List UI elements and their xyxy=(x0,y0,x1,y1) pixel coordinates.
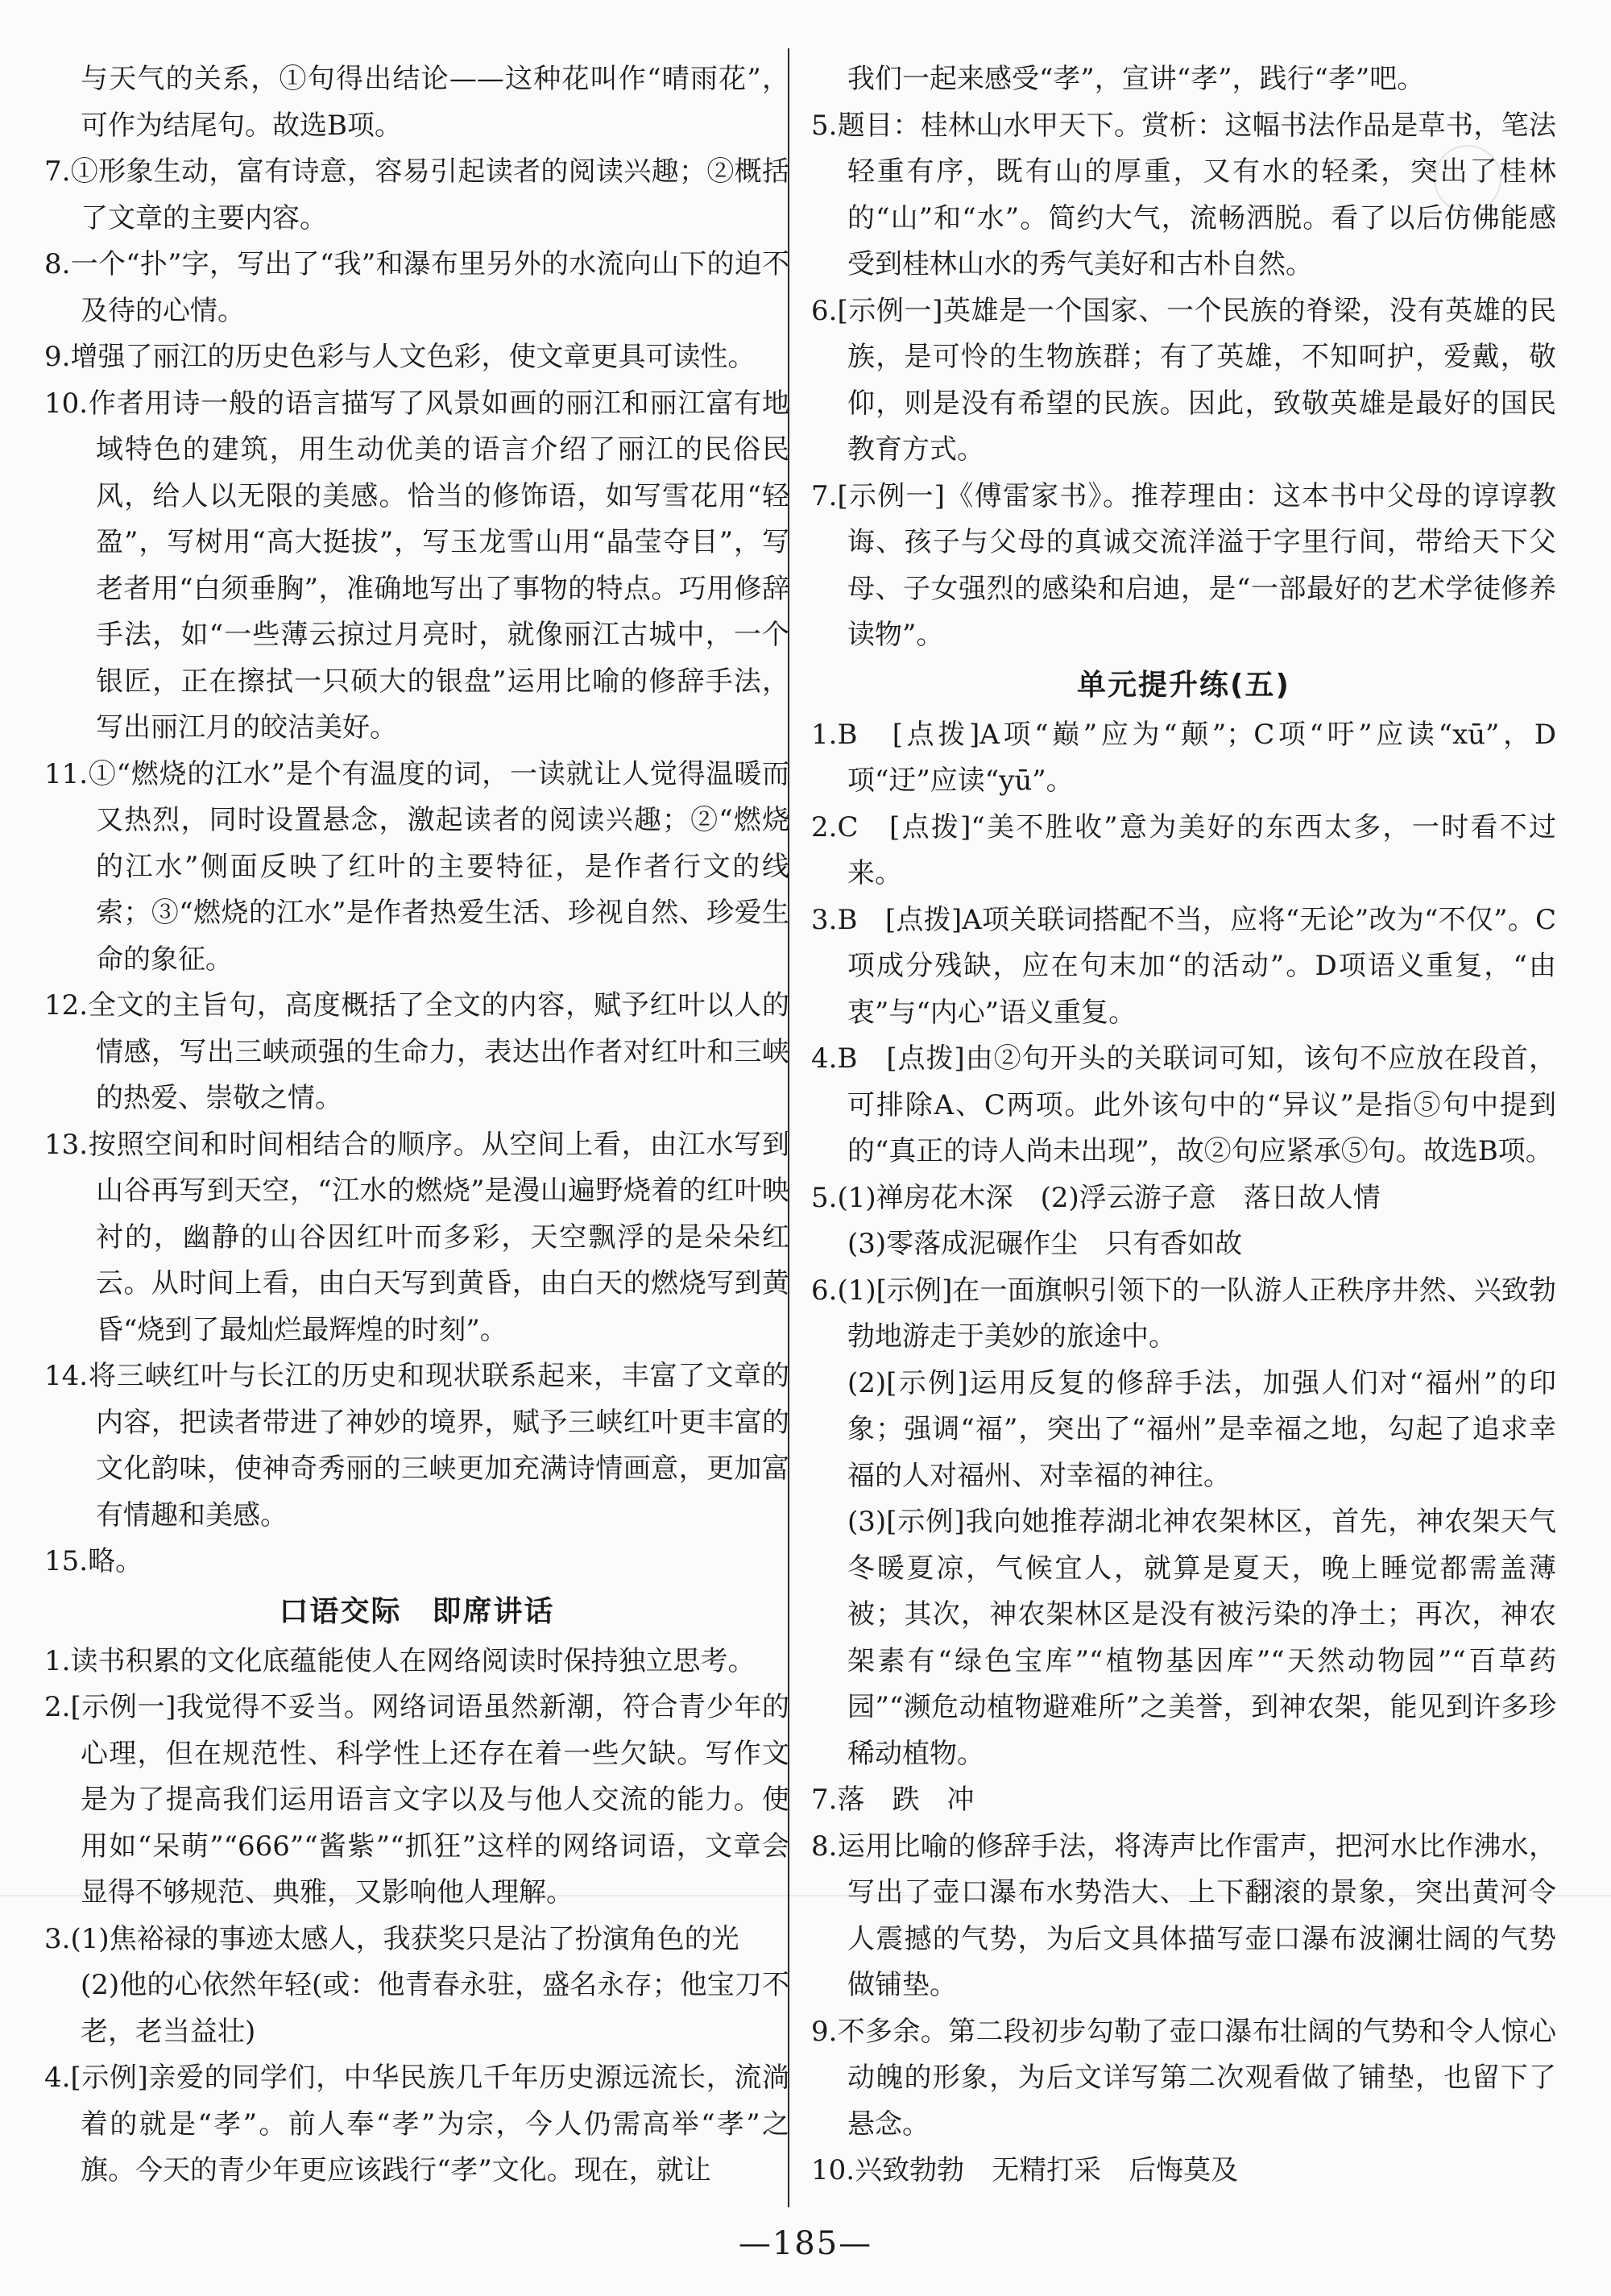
answer-paragraph: (2)[示例]运用反复的修辞手法，加强人们对“福州”的印象；强调“福”，突出了“福州”是幸福之地，勾起了追求幸福的人对福州、对幸福的神往。 xyxy=(847,1366,1556,1492)
answer-paragraph: 4.B [点拨]由②句开头的关联词可知，该句不应放在段首，可排除A、C两项。此外该句中的“异议”是指⑤句中提到的“真正的诗人尚未出现”，故②句应紧承⑤句。故选B项。 xyxy=(811,1042,1556,1167)
page-number: —185— xyxy=(738,2225,873,2262)
answer-paragraph: (3)[示例]我向她推荐湖北神农架林区，首先，神农架天气冬暖夏凉，气候宜人，就算是夏天，晚上睡觉都需盖薄被；其次，神农架林区是没有被污染的净土；再次，神农架素有“绿色宝库”“植物基因库”“天然动物园”“百草药园”“濒危动植物避难所”之美誉，到神农架，能见到许多珍稀动植物。 xyxy=(847,1506,1556,1770)
answer-paragraph: 1.读书积累的文化底蕴能使人在网络阅读时保持独立思考。 xyxy=(44,1644,756,1677)
answer-paragraph: 14.将三峡红叶与长江的历史和现状联系起来，丰富了文章的内容，把读者带进了神妙的境界，赋予三峡红叶更丰富的文化韵味，使神奇秀丽的三峡更加充满诗情画意，更加富有情趣和美感。 xyxy=(44,1360,789,1531)
answer-paragraph: 3.(1)焦裕禄的事迹太感人，我获奖只是沾了扮演角色的光 xyxy=(44,1922,739,1955)
answer-paragraph: 4.[示例]亲爱的同学们，中华民族几千年历史源远流长，流淌着的就是“孝”。前人奉“孝”为宗，今人仍需高举“孝”之旗。今天的青少年更应该践行“孝”文化。现在，就让 xyxy=(44,2062,789,2186)
answer-paragraph: 10.作者用诗一般的语言描写了风景如画的丽江和丽江富有地域特色的建筑，用生动优美的语言介绍了丽江的民俗民风，给人以无限的美感。恰当的修饰语，如写雪花用“轻盈”，写树用“高大挺拔”，写玉龙雪山用“晶莹夺目”，写老者用“白须垂胸”，准确地写出了事物的特点。巧用修辞手法，如“一些薄云掠过月亮时，就像丽江古城中，一个银匠，正在擦拭一只硕大的银盘”运用比喻的修辞手法，写出丽江月的皎洁美好。 xyxy=(44,387,789,744)
answer-paragraph: 8.一个“扑”字，写出了“我”和瀑布里另外的水流向山下的迫不及待的心情。 xyxy=(44,248,789,327)
answer-paragraph: (3)零落成泥碾作尘 只有香如故 xyxy=(847,1228,1243,1260)
answer-paragraph: 8.运用比喻的修辞手法，将涛声比作雷声，把河水比作沸水，写出了壶口瀑布水势浩大、上下翻滚的景象，突出黄河令人震撼的气势，为后文具体描写壶口瀑布波澜壮阔的气势做铺垫。 xyxy=(811,1830,1556,2001)
answer-paragraph: 12.全文的主旨句，高度概括了全文的内容，赋予红叶以人的情感，写出三峡顽强的生命力，表达出作者对红叶和三峡的热爱、崇敬之情。 xyxy=(44,989,789,1114)
answer-paragraph: (2)他的心依然年轻(或：他青春永驻，盛名永存；他宝刀不老，老当益壮) xyxy=(81,1969,789,2048)
answer-paragraph: 7.①形象生动，富有诗意，容易引起读者的阅读兴趣；②概括了文章的主要内容。 xyxy=(44,155,789,234)
answer-paragraph: 11.①“燃烧的江水”是个有温度的词，一读就让人觉得温暖而又热烈，同时设置悬念，激起读者的阅读兴趣；②“燃烧的江水”侧面反映了红叶的主要特征，是作者行文的线索；③“燃烧的江水”是作者热爱生活、珍视自然、珍爱生命的象征。 xyxy=(44,757,789,976)
answer-paragraph: 7.落 跌 冲 xyxy=(811,1784,975,1816)
answer-paragraph: 13.按照空间和时间相结合的顺序。从空间上看，由江水写到山谷再写到天空，“江水的燃烧”是漫山遍野烧着的红叶映衬的，幽静的山谷因红叶而多彩，天空飘浮的是朵朵红云。从时间上看，由白天写到黄昏，由白天的燃烧写到黄昏“烧到了最灿烂最辉煌的时刻”。 xyxy=(44,1128,789,1346)
section-heading: 单元提升练(五) xyxy=(1077,668,1290,702)
answer-paragraph: 1.B [点拨]A项“巅”应为“颠”；C项“吁”应读“xū”，D项“迂”应读“yū”。 xyxy=(811,718,1556,797)
right-column xyxy=(811,56,1556,2199)
answer-paragraph: 5.题目：桂林山水甲天下。赏析：这幅书法作品是草书，笔法轻重有序，既有山的厚重，又有水的轻柔，突出了桂林的“山”和“水”。简约大气，流畅洒脱。看了以后仿佛能感受到桂林山水的秀气美好和古朴自然。 xyxy=(811,109,1556,280)
answer-paragraph: 6.(1)[示例]在一面旗帜引领下的一队游人正秩序井然、兴致勃勃地游走于美妙的旅途中。 xyxy=(811,1274,1556,1353)
answer-paragraph: 我们一起来感受“孝”，宣讲“孝”，践行“孝”吧。 xyxy=(847,63,1425,95)
answer-paragraph: 2.[示例一]我觉得不妥当。网络词语虽然新潮，符合青少年的心理，但在规范性、科学性上还存在着一些欠缺。写作文是为了提高我们运用语言文字以及与他人交流的能力。使用如“呆萌”“666”“酱紫”“抓狂”这样的网络词语，文章会显得不够规范、典雅，又影响他人理解。 xyxy=(44,1691,789,1908)
answer-paragraph: 9.增强了丽江的历史色彩与人文色彩，使文章更具可读性。 xyxy=(44,341,756,373)
answer-paragraph: 15.略。 xyxy=(44,1545,143,1577)
answer-paragraph: 6.[示例一]英雄是一个国家、一个民族的脊梁，没有英雄的民族，是可怜的生物族群；有了英雄，不知呵护，爱戴，敬仰，则是没有希望的民族。因此，致敬英雄是最好的国民教育方式。 xyxy=(811,294,1556,466)
answer-paragraph: 与天气的关系，①句得出结论——这种花叫作“晴雨花”，可作为结尾句。故选B项。 xyxy=(81,63,789,142)
left-column xyxy=(44,56,789,2199)
answer-paragraph: 3.B [点拨]A项关联词搭配不当，应将“无论”改为“不仅”。C项成分残缺，应在句末加“的活动”。D项语义重复，“由衷”与“内心”语义重复。 xyxy=(811,903,1556,1029)
answer-paragraph: 5.(1)禅房花木深 (2)浮云游子意 落日故人情 xyxy=(811,1181,1381,1214)
answer-paragraph: 9.不多余。第二段初步勾勒了壶口瀑布壮阔的气势和令人惊心动魄的形象，为后文详写第二次观看做了铺垫，也留下了悬念。 xyxy=(811,2015,1556,2141)
answer-paragraph: 2.C [点拨]“美不胜收”意为美好的东西太多，一时看不过来。 xyxy=(811,810,1556,889)
answer-paragraph: 7.[示例一]《傅雷家书》。推荐理由：这本书中父母的谆谆教诲、孩子与父母的真诚交流洋溢于字里行间，带给天下父母、子女强烈的感染和启迪，是“一部最好的艺术学徒修养读物”。 xyxy=(811,479,1556,651)
answer-paragraph: 10.兴致勃勃 无精打采 后悔莫及 xyxy=(811,2154,1239,2186)
section-heading: 口语交际 即席讲话 xyxy=(279,1594,555,1628)
